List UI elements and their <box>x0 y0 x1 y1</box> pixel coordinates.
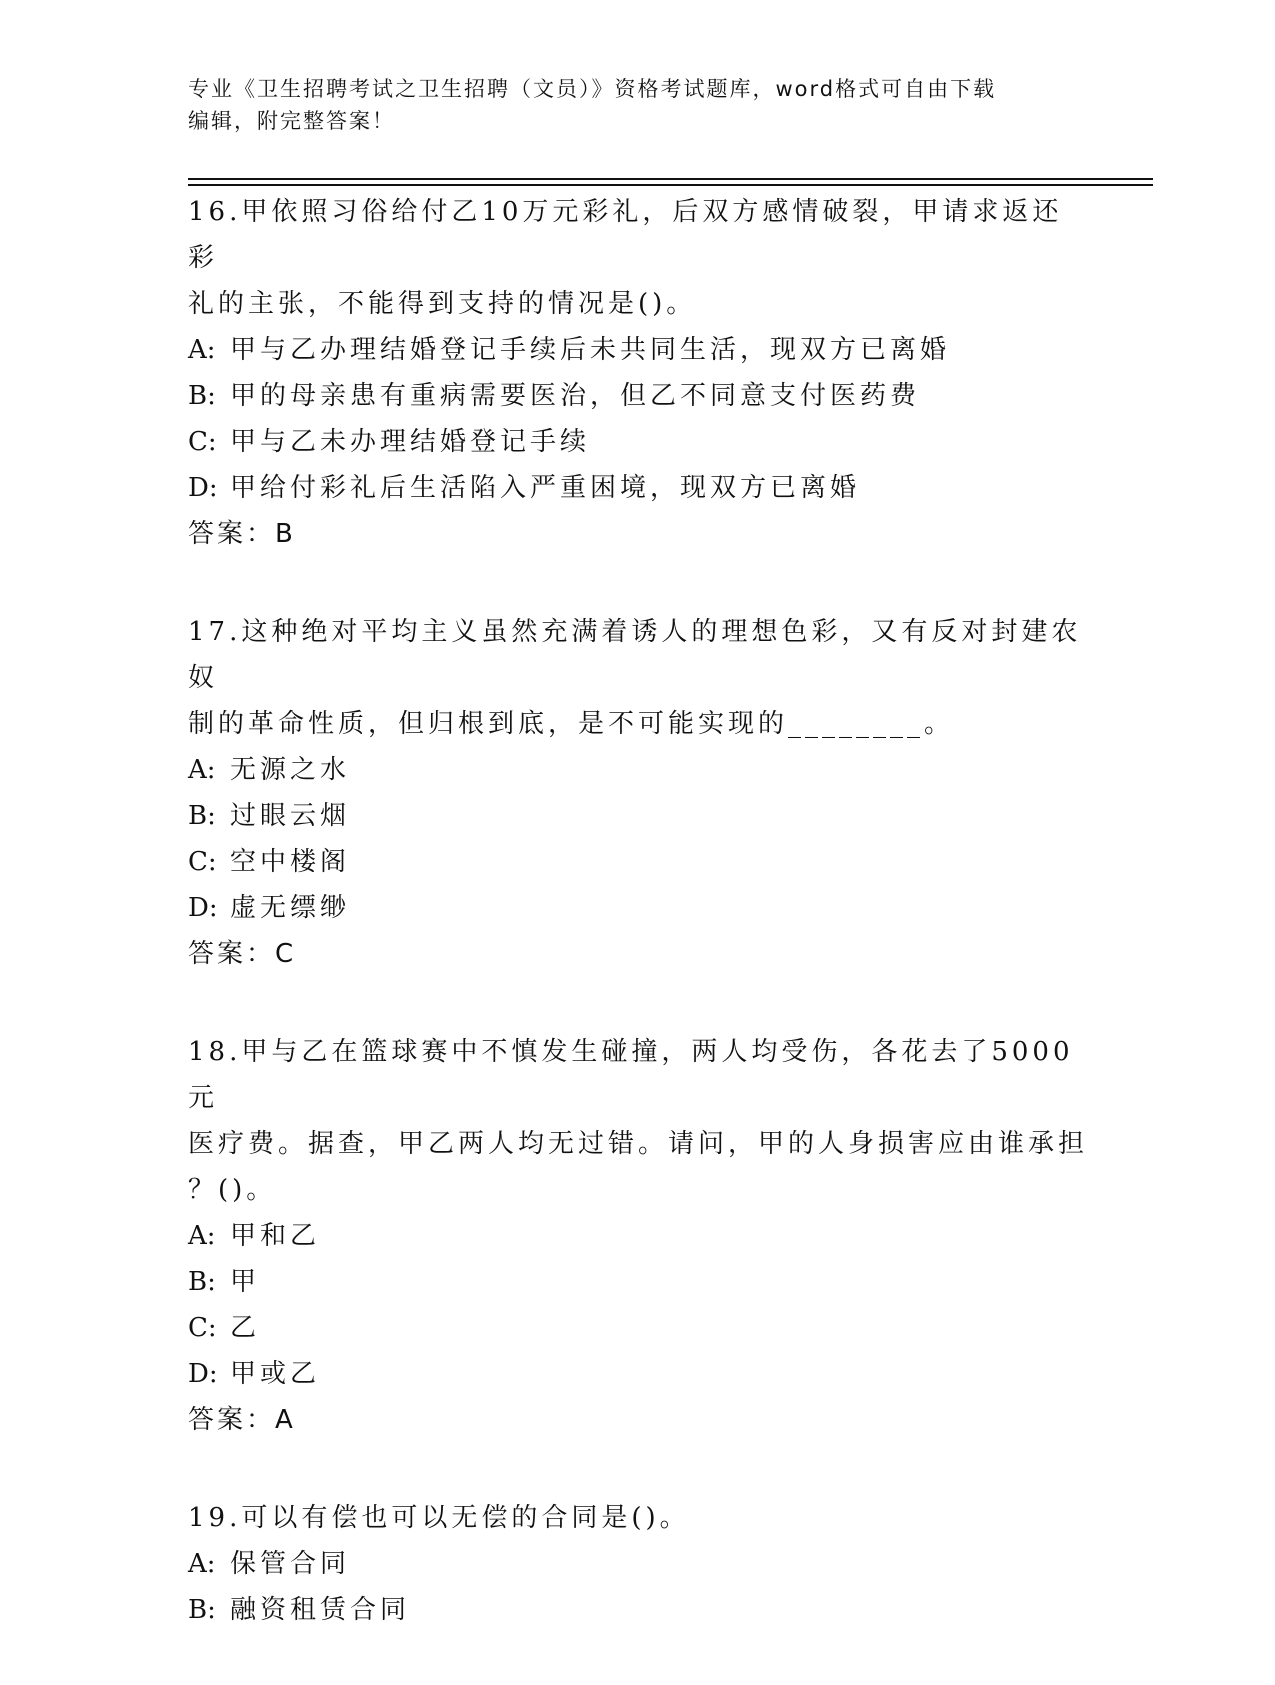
question-text-line: 医疗费。据查，甲乙两人均无过错。请问，甲的人身损害应由谁承担 <box>188 1129 1089 1159</box>
answer-line: 答案：A <box>188 1405 296 1435</box>
answer-line: 答案：B <box>188 519 296 549</box>
question-text-line: 17.这种绝对平均主义虽然充满着诱人的理想色彩，又有反对封建农奴 <box>188 617 1082 693</box>
option-text: 甲 <box>230 1267 261 1297</box>
question-text-line: 礼的主张，不能得到支持的情况是()。 <box>188 289 697 319</box>
option-key: C: <box>188 1313 217 1343</box>
option-text: 甲与乙办理结婚登记手续后未共同生活，现双方已离婚 <box>230 335 951 365</box>
option-d <box>188 885 1088 931</box>
option-key: A: <box>188 1549 216 1579</box>
option-c <box>188 1305 1088 1351</box>
option-key: B: <box>188 381 216 411</box>
header-divider-bottom <box>188 184 1153 186</box>
document-header <box>188 73 1088 137</box>
header-line-1: 专业《卫生招聘考试之卫生招聘（文员）》资格考试题库，word格式可自由下载 <box>188 77 997 101</box>
option-key: D: <box>188 473 218 503</box>
question-list <box>188 189 1088 1685</box>
option-a <box>188 1541 1088 1587</box>
option-c <box>188 419 1088 465</box>
option-text: 无源之水 <box>230 755 351 785</box>
option-text: 甲与乙未办理结婚登记手续 <box>230 427 591 457</box>
option-key: B: <box>188 1595 216 1625</box>
option-b <box>188 1259 1088 1305</box>
option-key: B: <box>188 1267 216 1297</box>
option-text: 过眼云烟 <box>230 801 351 831</box>
header-line-2: 编辑，附完整答案！ <box>188 109 395 133</box>
question-18 <box>188 1029 1088 1443</box>
option-c <box>188 839 1088 885</box>
option-text: 融资租赁合同 <box>230 1595 411 1625</box>
option-b <box>188 1587 1088 1633</box>
option-text: 空中楼阁 <box>230 847 351 877</box>
header-divider-top <box>188 178 1153 180</box>
option-b <box>188 793 1088 839</box>
option-text: 乙 <box>230 1313 261 1343</box>
option-a <box>188 1213 1088 1259</box>
question-17 <box>188 609 1088 977</box>
question-19 <box>188 1495 1088 1633</box>
option-key: D: <box>188 893 218 923</box>
answer-line: 答案：C <box>188 939 297 969</box>
option-key: B: <box>188 801 216 831</box>
option-text: 甲或乙 <box>230 1359 321 1389</box>
option-text: 保管合同 <box>230 1549 351 1579</box>
question-text-line: 19.可以有偿也可以无偿的合同是()。 <box>188 1503 690 1533</box>
option-key: C: <box>188 847 217 877</box>
option-a <box>188 327 1088 373</box>
option-key: A: <box>188 1221 216 1251</box>
question-text-line: 16.甲依照习俗给付乙10万元彩礼，后双方感情破裂，甲请求返还彩 <box>188 197 1063 273</box>
option-text: 甲给付彩礼后生活陷入严重困境，现双方已离婚 <box>230 473 861 503</box>
question-text-line: 18.甲与乙在篮球赛中不慎发生碰撞，两人均受伤，各花去了5000元 <box>188 1037 1074 1113</box>
question-16 <box>188 189 1088 557</box>
option-b <box>188 373 1088 419</box>
option-a <box>188 747 1088 793</box>
question-text-line: 制的革命性质，但归根到底，是不可能实现的________。 <box>188 709 955 739</box>
question-text-line: ？()。 <box>188 1175 277 1205</box>
option-key: A: <box>188 755 216 785</box>
option-text: 甲的母亲患有重病需要医治，但乙不同意支付医药费 <box>230 381 921 411</box>
option-key: A: <box>188 335 216 365</box>
option-key: D: <box>188 1359 218 1389</box>
option-d <box>188 465 1088 511</box>
option-d <box>188 1351 1088 1397</box>
option-key: C: <box>188 427 217 457</box>
option-text: 虚无缥缈 <box>230 893 351 923</box>
option-text: 甲和乙 <box>230 1221 321 1251</box>
